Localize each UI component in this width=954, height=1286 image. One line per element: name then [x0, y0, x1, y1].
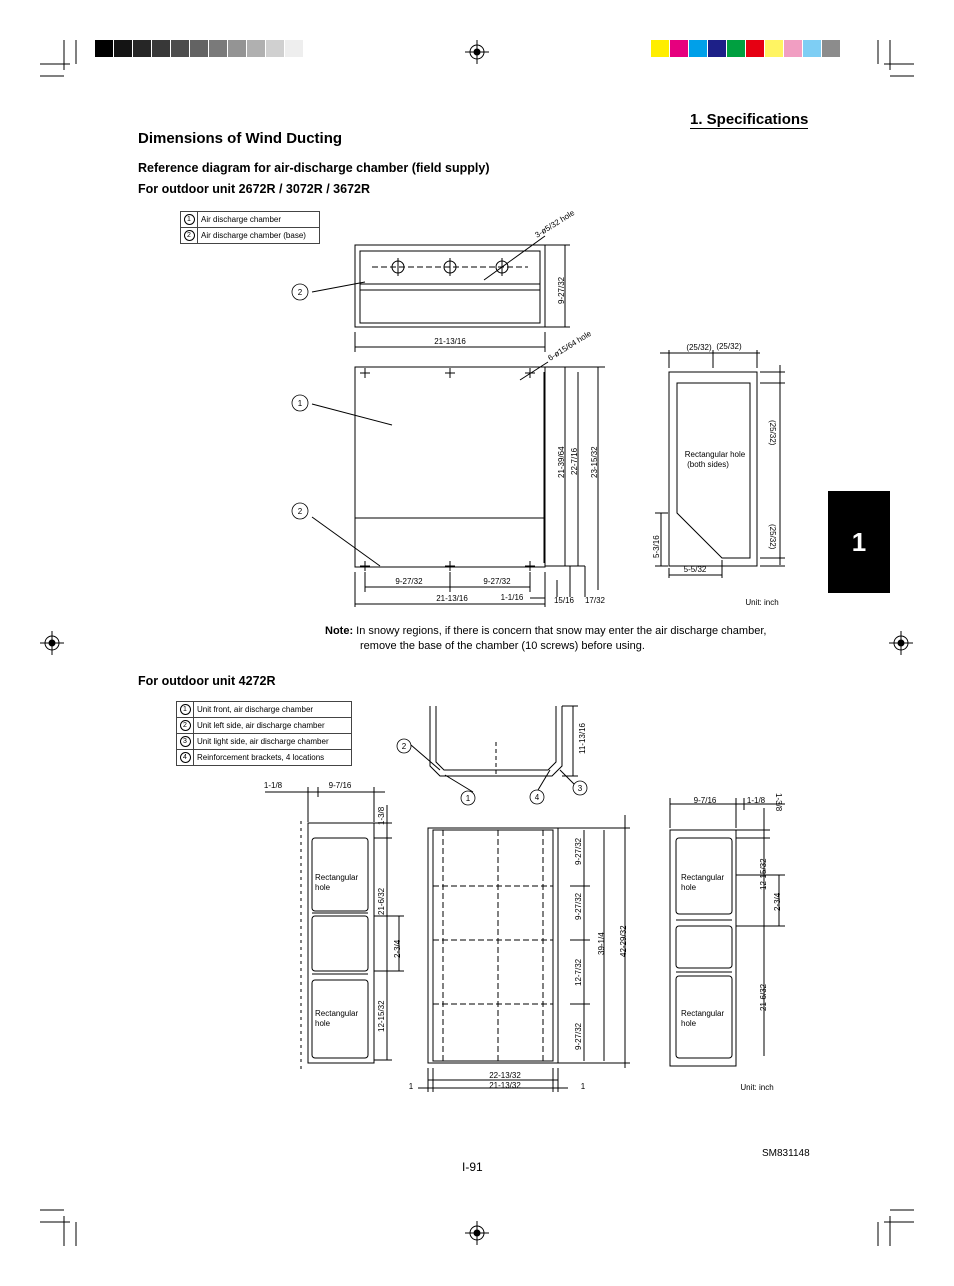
- dimension-label: 5-5/32: [683, 565, 707, 574]
- callout-label: 1: [297, 399, 303, 408]
- dimension-label: 9-27/32: [574, 1022, 583, 1050]
- dimension-label: 21-13/16: [436, 594, 468, 603]
- dimension-label: 17/32: [584, 596, 606, 605]
- diagram-chamber-2672r: [0, 0, 954, 620]
- dimension-label: 42-29/32: [619, 925, 628, 957]
- dimension-label: 21-13/16: [434, 337, 466, 346]
- dimension-label: 22-13/32: [489, 1071, 521, 1080]
- legend-number: 2: [184, 230, 195, 241]
- dimension-label: 21-6/32: [759, 983, 768, 1011]
- dimension-label: 9-27/32: [574, 837, 583, 865]
- dimension-label: (25/32): [768, 524, 777, 550]
- note-text: [325, 624, 825, 654]
- dimension-label: 2-3/4: [773, 892, 782, 911]
- dimension-label: 9-27/32: [395, 577, 423, 586]
- rect-hole-sublabel: hole: [681, 1019, 697, 1028]
- dimension-label: 1-3/8: [377, 806, 386, 825]
- legend-number: 3: [180, 736, 191, 747]
- hole-label: 6-ø15/64 hole: [546, 328, 593, 363]
- callout-label: 2: [297, 288, 303, 297]
- side-view-outline: [669, 372, 757, 566]
- dimension-label: 21-13/32: [489, 1081, 521, 1090]
- dimension-label: 9-7/16: [693, 796, 717, 805]
- unit-label: Unit: inch: [740, 1083, 774, 1092]
- rect-hole-label: Rectangular: [315, 1009, 359, 1018]
- dimension-label: 1: [408, 1082, 414, 1091]
- callout-label: 3: [577, 784, 583, 793]
- rect-hole-sublabel: hole: [315, 883, 331, 892]
- dimension-label: 22-7/16: [570, 447, 579, 475]
- dimension-label: 1-1/8: [263, 781, 283, 790]
- dimension-label: 9-7/16: [328, 781, 352, 790]
- hole-label: 3-ø5/32 hole: [533, 208, 577, 240]
- front-panel-outline: [428, 828, 558, 1063]
- rect-hole-label: Rectangular: [315, 873, 359, 882]
- note-label: Note:: [325, 625, 354, 637]
- legend-number: 1: [180, 704, 191, 715]
- note-line1: In snowy regions, if there is concern that snow may enter the air discharge chamber,: [356, 625, 767, 637]
- dimension-label: 12-7/32: [574, 958, 583, 986]
- note-line2: remove the base of the chamber (10 screws) before using.: [360, 640, 645, 652]
- dimension-label: 9-27/32: [483, 577, 511, 586]
- section-heading: 1. Specifications: [690, 111, 809, 128]
- legend-number: 2: [180, 720, 191, 731]
- dimension-label: 9-27/32: [574, 892, 583, 920]
- unit-heading-second: For outdoor unit 4272R: [138, 674, 276, 688]
- dimension-label: 5-3/16: [652, 535, 661, 558]
- rect-hole-sublabel: (both sides): [687, 460, 729, 469]
- page-title: Dimensions of Wind Ducting: [138, 130, 343, 147]
- front-view-outline: [355, 367, 545, 567]
- callout-label: 2: [297, 507, 303, 516]
- dimension-label: 2-3/4: [393, 939, 402, 958]
- rect-hole-sublabel: hole: [315, 1019, 331, 1028]
- rect-hole-label: Rectangular: [681, 1009, 725, 1018]
- dimension-label: (25/32): [768, 420, 777, 446]
- legend-text: Unit left side, air discharge chamber: [194, 718, 352, 734]
- dimension-label: 1-1/16: [500, 593, 524, 602]
- dimension-label: 21-39/64: [557, 446, 566, 478]
- dimension-label: 12-15/32: [377, 1000, 386, 1032]
- page-number: I-91: [462, 1160, 483, 1174]
- rect-hole-label: Rectangular: [681, 873, 725, 882]
- callout-label: 4: [534, 793, 540, 802]
- legend-text: Reinforcement brackets, 4 locations: [194, 750, 352, 766]
- legend-number: 4: [180, 752, 191, 763]
- rect-hole-sublabel: hole: [681, 883, 697, 892]
- callout-label: 1: [465, 794, 471, 803]
- top-view-outline: [355, 245, 545, 327]
- dimension-label: 1: [580, 1082, 586, 1091]
- legend-text: Air discharge chamber: [198, 212, 320, 228]
- dimension-label: 1-3/8: [774, 793, 783, 812]
- dimension-label: 15/16: [553, 596, 575, 605]
- dimension-label: 9-27/32: [557, 276, 566, 304]
- reference-heading: Reference diagram for air-discharge chamber (field supply): [138, 161, 490, 175]
- chapter-tab: 1: [828, 491, 890, 593]
- unit-heading-first: For outdoor unit 2672R / 3072R / 3672R: [138, 182, 371, 196]
- right-panel-outline: [670, 830, 736, 1066]
- dimension-label: 23-15/32: [590, 446, 599, 478]
- dimension-label: 21-6/32: [377, 887, 386, 915]
- unit-label: Unit: inch: [745, 598, 779, 607]
- dimension-label: 12-15/32: [759, 858, 768, 890]
- legend-text: Unit front, air discharge chamber: [194, 702, 352, 718]
- dimension-label: (25/32): [686, 343, 712, 352]
- dimension-label: 1-1/8: [746, 796, 766, 805]
- dimension-label: 39-1/4: [597, 932, 606, 955]
- diagram-chamber-4272r: [0, 690, 954, 1110]
- dimension-label: 11-13/16: [578, 723, 587, 754]
- rect-hole-label: Rectangular hole: [684, 450, 746, 459]
- dimension-label: (25/32): [716, 342, 742, 351]
- legend-text: Unit light side, air discharge chamber: [194, 734, 352, 750]
- callout-label: 2: [401, 742, 407, 751]
- legend-text: Air discharge chamber (base): [198, 228, 320, 244]
- legend-number: 1: [184, 214, 195, 225]
- document-code: SM831148: [762, 1148, 810, 1159]
